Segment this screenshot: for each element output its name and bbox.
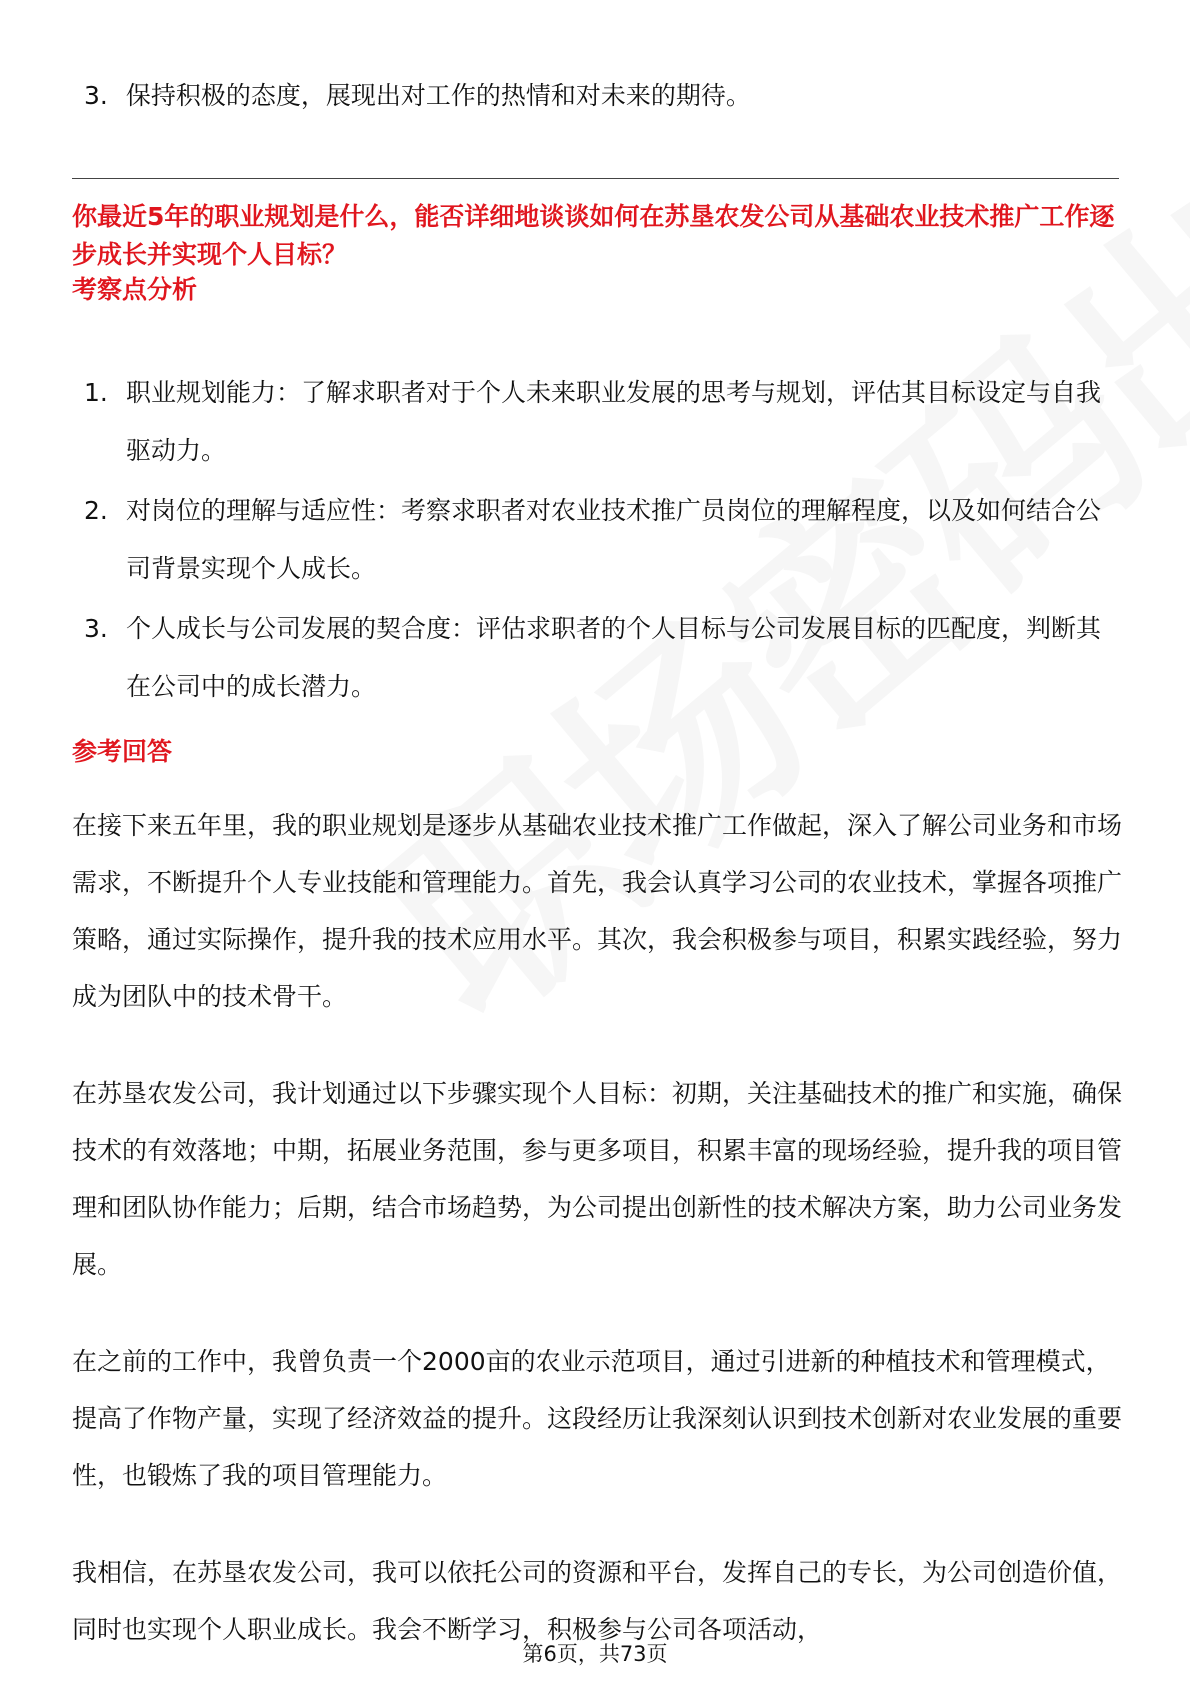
analysis-heading: 考察点分析: [72, 275, 198, 304]
list-item: [84, 600, 1124, 716]
list-text: 保持积极的态度，展现出对工作的热情和对未来的期待。: [125, 81, 751, 110]
page-footer: 第6页，共73页: [522, 1642, 668, 1666]
analysis-list: [84, 364, 1124, 716]
list-number: 1.: [84, 378, 108, 407]
list-number: 3.: [84, 81, 108, 110]
paragraph: 在接下来五年里，我的职业规划是逐步从基础农业技术推广工作做起，深入了解公司业务和市场需求，不断提升个人专业技能和管理能力。首先，我会认真学习公司的农业技术，掌握各项推广策略，通过实际操作，提升我的技术应用水平。其次，我会积极参与项目，积累实践经验，努力成为团队中的技术骨干。: [72, 811, 1123, 1011]
paragraph: 我相信，在苏垦农发公司，我可以依托公司的资源和平台，发挥自己的专长，为公司创造价值，同时也实现个人职业成长。我会不断学习，积极参与公司各项活动，: [72, 1558, 1123, 1644]
paragraph: 在苏垦农发公司，我计划通过以下步骤实现个人目标：初期，关注基础技术的推广和实施，确保技术的有效落地；中期，拓展业务范围，参与更多项目，积累丰富的现场经验，提升我的项目管理和团队协作能力；后期，结合市场趋势，为公司提出创新性的技术解决方案，助力公司业务发展。: [72, 1079, 1123, 1279]
question-heading: 你最近5年的职业规划是什么，能否详细地谈谈如何在苏垦农发公司从基础农业技术推广工作逐步成长并实现个人目标？: [72, 202, 1115, 269]
list-item: [84, 364, 1124, 480]
list-number: 2.: [84, 496, 108, 525]
list-text: 个人成长与公司发展的契合度：评估求职者的个人目标与公司发展目标的匹配度，判断其在公司中的成长潜力。: [126, 614, 1102, 701]
list-item: [84, 482, 1124, 598]
list-text: 职业规划能力：了解求职者对于个人未来职业发展的思考与规划，评估其目标设定与自我驱动力。: [126, 378, 1102, 465]
paragraph: 在之前的工作中，我曾负责一个2000亩的农业示范项目，通过引进新的种植技术和管理模式，提高了作物产量，实现了经济效益的提升。这段经历让我深刻认识到技术创新对农业发展的重要性，也锻炼了我的项目管理能力。: [72, 1347, 1123, 1490]
previous-list-item: [84, 76, 751, 116]
list-text: 对岗位的理解与适应性：考察求职者对农业技术推广员岗位的理解程度，以及如何结合公司背景实现个人成长。: [126, 496, 1102, 583]
answer-body: [72, 797, 1122, 1698]
list-number: 3.: [84, 614, 108, 643]
answer-heading: 参考回答: [72, 737, 173, 766]
section-divider: [72, 178, 1119, 179]
